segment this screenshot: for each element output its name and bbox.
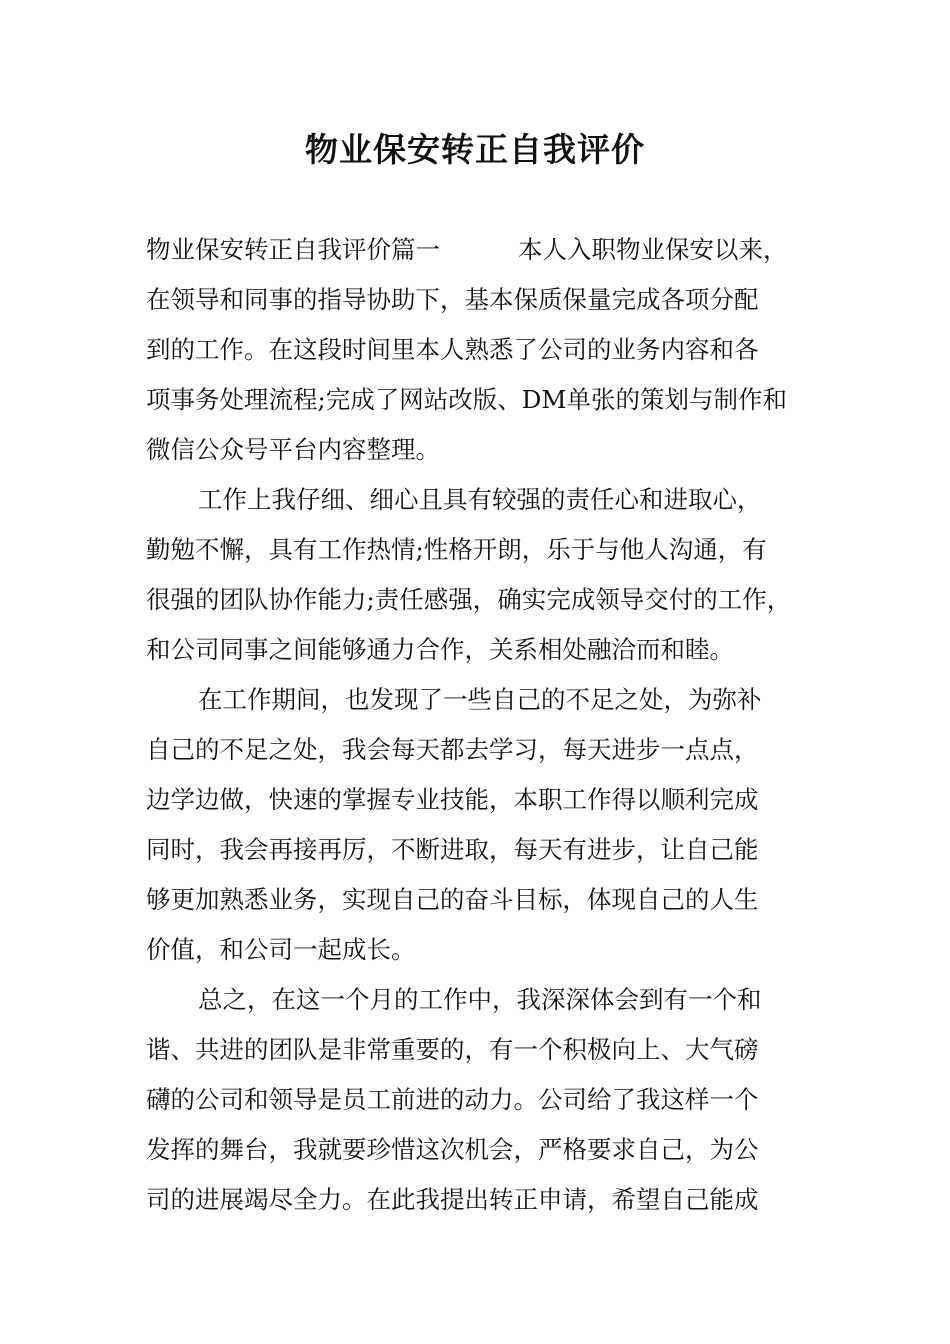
paragraph-3-line-5: 够更加熟悉业务，实现自己的奋斗目标，体现自己的人生 [146,885,759,914]
paragraph-2-line-1: 工作上我仔细、细心且具有较强的责任心和进取心， [198,485,762,514]
paragraph-3-line-4: 同时，我会再接再厉，不断进取，每天有进步，让自己能 [146,835,759,864]
document-body [146,225,814,1225]
paragraph-1-line-1 [146,225,814,275]
paragraph-3-line-1: 在工作期间，也发现了一些自己的不足之处，为弥补 [198,685,762,714]
paragraph-3-line-3: 边学边做，快速的掌握专业技能，本职工作得以顺利完成 [146,785,759,814]
paragraph-4-line-3: 礴的公司和领导是员工前进的动力。公司给了我这样一个 [146,1085,759,1114]
paragraph-4-line-5: 司的进展竭尽全力。在此我提出转正申请，希望自己能成 [146,1185,759,1214]
paragraph-3-line-6: 价值，和公司一起成长。 [146,935,416,964]
paragraph-4-line-2: 谐、共进的团队是非常重要的，有一个积极向上、大气磅 [146,1035,759,1064]
paragraph-1-line-2: 在领导和同事的指导协助下，基本保质保量完成各项分配 [146,285,759,314]
paragraph-1-line-3: 到的工作。在这段时间里本人熟悉了公司的业务内容和各 [146,335,759,364]
document-title: 物业保安转正自我评价 [305,130,645,169]
paragraph-2-line-4: 和公司同事之间能够通力合作，关系相处融洽而和睦。 [146,635,734,664]
paragraph-4-line-4: 发挥的舞台，我就要珍惜这次机会，严格要求自己，为公 [146,1135,759,1164]
paragraph-2-line-3: 很强的团队协作能力;责任感强，确实完成领导交付的工作， [146,585,792,614]
section-heading: 物业保安转正自我评价篇一 [146,235,440,264]
paragraph-text: 本人入职物业保安以来， [518,235,788,264]
paragraph-3-line-2: 自己的不足之处，我会每天都去学习，每天进步一点点， [146,735,759,764]
paragraph-1-line-4: 项事务处理流程;完成了网站改版、DM单张的策划与制作和 [146,385,787,414]
paragraph-2-line-2: 勤勉不懈，具有工作热情;性格开朗，乐于与他人沟通，有 [146,535,767,564]
paragraph-4-line-1: 总之，在这一个月的工作中，我深深体会到有一个和 [198,985,762,1014]
paragraph-1-line-5: 微信公众号平台内容整理。 [146,435,440,464]
